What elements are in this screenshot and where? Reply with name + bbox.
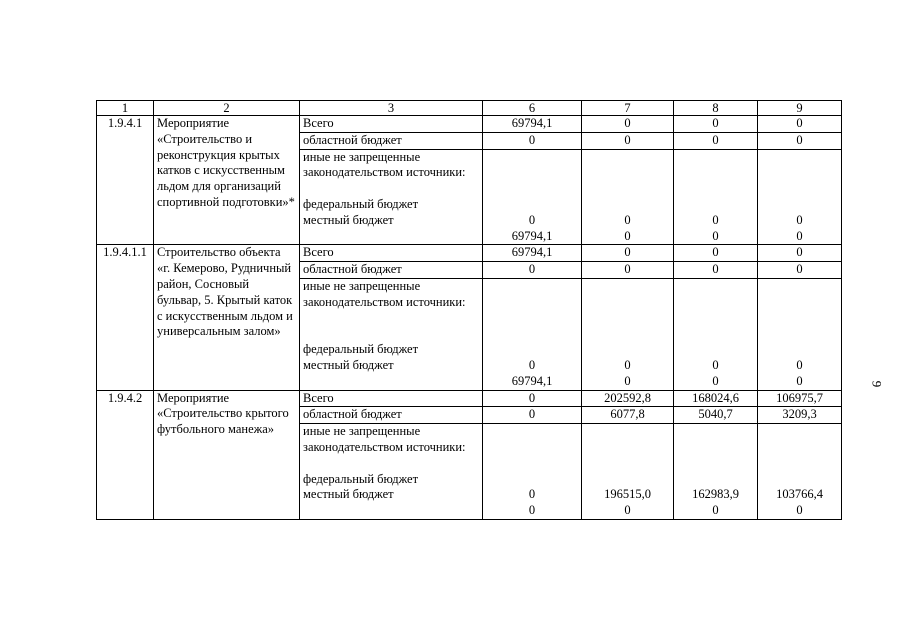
value-cell: 0: [582, 116, 674, 133]
value-cell: 0: [758, 245, 842, 262]
header-row: [97, 101, 842, 116]
regional-label: областной бюджет: [300, 407, 483, 424]
value-cell: 0: [674, 116, 758, 133]
header-cell: 6: [483, 101, 582, 116]
header-cell: 7: [582, 101, 674, 116]
value-cell: 0 0: [674, 149, 758, 245]
value-cell: 69794,1: [483, 245, 582, 262]
header-cell: 3: [300, 101, 483, 116]
value-cell: 0: [483, 390, 582, 407]
budget-table: [96, 100, 842, 520]
header-cell: 2: [154, 101, 300, 116]
other-sources-label: иные не запрещенные законодательством источники:: [303, 149, 466, 180]
value-cell: 202592,8: [582, 390, 674, 407]
item-code: 1.9.4.1: [97, 116, 154, 245]
value-cell: 0: [582, 262, 674, 279]
value-cell: 3209,3: [758, 407, 842, 424]
sources-cell: [300, 424, 483, 520]
item-name: Мероприятие «Строительство крытого футбольного манежа»: [154, 390, 300, 519]
other-sources-label: иные не запрещенные законодательством источники:: [303, 278, 466, 309]
value-cell: 103766,4 0: [758, 424, 842, 520]
value-cell: 6077,8: [582, 407, 674, 424]
value-cell: 0: [582, 132, 674, 149]
total-label: Всего: [300, 390, 483, 407]
table-row: [97, 245, 842, 262]
value-cell: 69794,1: [483, 116, 582, 133]
item-name: Строительство объекта «г. Кемерово, Рудничный район, Сосновый бульвар, 5. Крытый каток с искусственным льдом и универсальным залом»: [154, 245, 300, 390]
value-cell: 0 69794,1: [483, 149, 582, 245]
value-cell: 0 0: [758, 149, 842, 245]
value-cell: 0: [582, 245, 674, 262]
value-cell: 196515,0 0: [582, 424, 674, 520]
value-cell: 0: [674, 262, 758, 279]
total-label: Всего: [300, 245, 483, 262]
federal-label: федеральный бюджет: [303, 342, 419, 357]
value-cell: 0: [483, 262, 582, 279]
other-sources-label: иные не запрещенные законодательством источники:: [303, 424, 466, 454]
value-cell: 0: [758, 262, 842, 279]
value-cell: 162983,9 0: [674, 424, 758, 520]
header-cell: 9: [758, 101, 842, 116]
value-cell: 0: [483, 407, 582, 424]
value-cell: 0: [674, 132, 758, 149]
sources-cell: [300, 278, 483, 390]
local-label: местный бюджет: [303, 357, 394, 372]
header-cell: 8: [674, 101, 758, 116]
value-cell: 0 0: [758, 278, 842, 390]
table-row: [97, 390, 842, 407]
value-cell: 0: [758, 132, 842, 149]
value-cell: 0: [483, 132, 582, 149]
value-cell: 0 0: [483, 424, 582, 520]
local-label: местный бюджет: [303, 487, 394, 502]
value-cell: 0 0: [582, 278, 674, 390]
total-label: Всего: [300, 116, 483, 133]
value-cell: 0: [758, 116, 842, 133]
value-cell: 0 0: [582, 149, 674, 245]
sources-cell: [300, 149, 483, 245]
regional-label: областной бюджет: [300, 262, 483, 279]
value-cell: 0 69794,1: [483, 278, 582, 390]
header-cell: 1: [97, 101, 154, 116]
value-cell: 168024,6: [674, 390, 758, 407]
value-cell: 0: [674, 245, 758, 262]
regional-label: областной бюджет: [300, 132, 483, 149]
federal-label: федеральный бюджет: [303, 471, 419, 486]
federal-label: федеральный бюджет: [303, 196, 419, 211]
local-label: местный бюджет: [303, 212, 394, 227]
value-cell: 0 0: [674, 278, 758, 390]
item-code: 1.9.4.2: [97, 390, 154, 519]
item-name: Мероприятие «Строительство и реконструкция крытых катков с искусственным льдом для организаций спортивной подготовки»*: [154, 116, 300, 245]
value-cell: 5040,7: [674, 407, 758, 424]
value-cell: 106975,7: [758, 390, 842, 407]
table-row: [97, 116, 842, 133]
page-number: 9: [869, 380, 885, 388]
item-code: 1.9.4.1.1: [97, 245, 154, 390]
